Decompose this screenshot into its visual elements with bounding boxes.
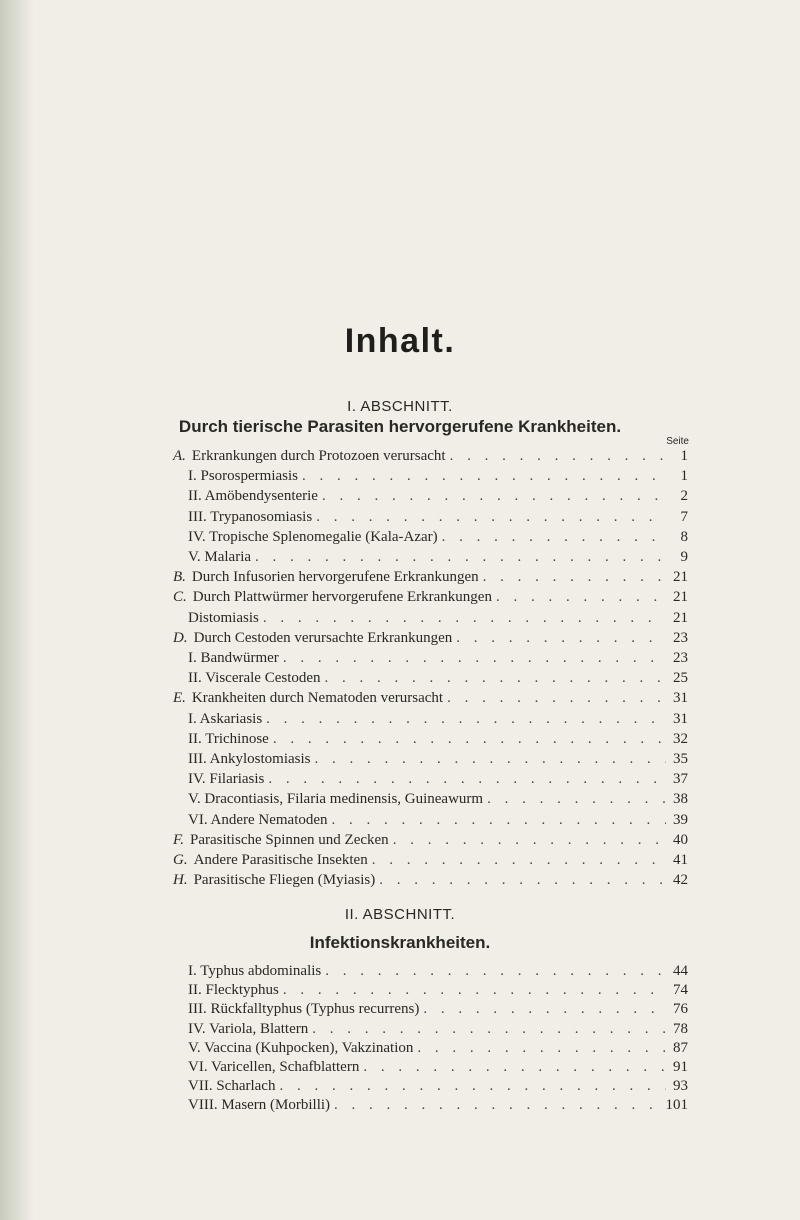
toc-entry-title: I. Typhus abdominalis	[188, 963, 322, 979]
toc-entry	[173, 829, 688, 849]
toc-entry-page: 31	[673, 690, 688, 707]
toc-leader-dots	[315, 750, 667, 768]
toc-entry-page: 41	[673, 852, 688, 868]
toc-leader-dots	[487, 790, 666, 808]
toc-entry-letter: C.	[173, 589, 187, 606]
toc-entry-page: 23	[673, 650, 688, 666]
toc-entry-page: 9	[680, 549, 688, 565]
toc-entry-page: 40	[673, 831, 688, 848]
toc-leader-dots	[322, 487, 666, 505]
toc-entry-page: 32	[673, 730, 688, 747]
toc-leader-dots	[332, 811, 666, 829]
toc-entry-title: I. Bandwürmer	[188, 650, 279, 666]
toc-entry-letter: F.	[173, 831, 184, 848]
page-edge-shadow	[0, 0, 34, 1220]
page-column-header: Seite	[666, 436, 689, 447]
toc-leader-dots	[442, 528, 666, 546]
toc-entry-title: II. Viscerale Cestoden	[188, 670, 321, 687]
toc-entry	[188, 647, 688, 667]
toc-entry-page: 87	[673, 1039, 688, 1056]
toc-entry	[188, 667, 688, 687]
toc-entry	[188, 506, 688, 526]
toc-leader-dots	[263, 609, 666, 627]
toc-entry	[173, 869, 688, 889]
toc-entry-title: VI. Varicellen, Schafblattern	[188, 1059, 360, 1075]
toc-entry-title: Durch Plattwürmer hervorgerufene Erkrankungen	[192, 589, 492, 606]
toc-leader-dots	[255, 548, 666, 566]
toc-entry	[188, 809, 688, 829]
toc-entry-page: 21	[673, 609, 688, 626]
toc-entry-title: I. Psorospermiasis	[188, 468, 298, 485]
toc-entry-title: IV. Variola, Blattern	[188, 1020, 309, 1037]
toc-entry-title: Durch Infusorien hervorgerufene Erkrankungen	[191, 569, 479, 586]
toc-leader-dots	[496, 588, 666, 606]
toc-entry	[188, 1094, 688, 1114]
toc-entry	[188, 1018, 688, 1038]
toc-leader-dots	[283, 981, 666, 999]
toc-entry-page: 23	[673, 629, 688, 646]
toc-entry-title: I. Askariasis	[188, 710, 263, 727]
toc-entry-title: II. Amöbendysenterie	[188, 488, 318, 505]
toc-entry	[188, 748, 688, 768]
toc-entry	[188, 998, 688, 1018]
toc-entry-page: 31	[673, 710, 688, 727]
toc-leader-dots	[447, 689, 666, 707]
toc-leader-dots	[316, 508, 666, 526]
toc-entry	[173, 586, 688, 606]
section2-label: II. ABSCHNITT.	[344, 906, 456, 923]
toc-leader-dots	[372, 851, 666, 869]
toc-entry	[173, 849, 688, 869]
toc-entry	[188, 979, 688, 999]
toc-entry	[188, 546, 688, 566]
toc-entry-page: 37	[673, 771, 688, 788]
toc-entry-title: III. Trypanosomiasis	[188, 508, 313, 525]
toc-entry-title: V. Dracontiasis, Filaria medinensis, Guineawurm	[188, 791, 484, 808]
toc-entry	[188, 485, 688, 505]
toc-entry-page: 44	[673, 963, 688, 979]
toc-entry-title: Distomiasis	[188, 609, 259, 626]
toc-entry-page: 39	[673, 811, 688, 828]
toc-entry-page: 74	[673, 982, 688, 999]
toc-entry-page: 35	[673, 751, 688, 767]
toc-entry-title: VIII. Masern (Morbilli)	[188, 1097, 331, 1114]
toc-entry-title: IV. Filariasis	[188, 771, 265, 788]
toc-entry-page: 76	[673, 1001, 688, 1018]
toc-entry-page: 7	[680, 508, 688, 525]
toc-entry-letter: D.	[173, 629, 188, 646]
toc-entry-title: Andere Parasitische Insekten	[193, 852, 368, 868]
toc-entry-title: III. Rückfalltyphus (Typhus recurrens)	[188, 1001, 420, 1018]
toc-entry-title: Parasitische Fliegen (Myiasis)	[193, 872, 376, 889]
toc-entry-letter: B.	[173, 569, 186, 586]
toc-entry-page: 101	[665, 1097, 688, 1114]
toc-entry-title: V. Vaccina (Kuhpocken), Vakzination	[188, 1039, 414, 1056]
toc-entry-title: IV. Tropische Splenomegalie (Kala-Azar)	[188, 528, 438, 545]
toc-leader-dots	[279, 1077, 666, 1095]
toc-leader-dots	[268, 770, 666, 788]
toc-leader-dots	[312, 1020, 666, 1038]
toc-entry	[188, 708, 688, 728]
toc-entry-title: Erkrankungen durch Protozoen verursacht	[191, 448, 446, 464]
toc-entry	[188, 465, 688, 485]
toc-entry	[173, 627, 688, 647]
toc-entry-letter: A.	[173, 448, 186, 464]
toc-entry-title: II. Trichinose	[188, 730, 269, 747]
toc-entry-page: 42	[673, 872, 688, 889]
page-title: Inhalt.	[344, 322, 456, 360]
toc-entry-page: 91	[673, 1059, 688, 1075]
toc-entry	[188, 1075, 688, 1095]
toc-leader-dots	[273, 730, 666, 748]
toc-entry-page: 1	[680, 468, 688, 485]
toc-entry	[188, 728, 688, 748]
toc-entry	[173, 566, 688, 586]
toc-entry-letter: H.	[173, 872, 188, 889]
section1-subtitle: Durch tierische Parasiten hervorgerufene Krankheiten.	[178, 417, 622, 436]
toc-entry-title: III. Ankylostomiasis	[188, 751, 311, 767]
toc-entry	[188, 768, 688, 788]
toc-entry-page: 21	[673, 569, 688, 586]
toc-leader-dots	[283, 649, 666, 667]
toc-leader-dots	[483, 568, 666, 586]
toc-entry	[188, 1056, 688, 1076]
toc-leader-dots	[417, 1039, 666, 1057]
toc-entry-page: 25	[673, 670, 688, 687]
toc-leader-dots	[325, 669, 666, 687]
toc-entry-page: 78	[673, 1020, 688, 1037]
toc-entry	[188, 526, 688, 546]
toc-entry	[188, 607, 688, 627]
toc-entry	[173, 445, 688, 465]
toc-entry-page: 2	[680, 488, 688, 505]
toc-entry-title: VII. Scharlach	[188, 1078, 276, 1095]
toc-entry-title: II. Flecktyphus	[188, 982, 279, 999]
toc-leader-dots	[450, 447, 666, 465]
toc-entry	[188, 1037, 688, 1057]
toc-entry-page: 38	[673, 791, 688, 808]
toc-leader-dots	[325, 962, 666, 980]
toc-entry	[173, 687, 688, 707]
toc-leader-dots	[379, 871, 666, 889]
toc-leader-dots	[423, 1000, 666, 1018]
toc-entry-title: V. Malaria	[188, 549, 252, 565]
toc-entry-letter: G.	[173, 852, 188, 868]
section2-subtitle: Infektionskrankheiten.	[309, 933, 491, 952]
section1-label: I. ABSCHNITT.	[347, 398, 453, 415]
toc-leader-dots	[266, 710, 666, 728]
toc-leader-dots	[363, 1058, 666, 1076]
toc-leader-dots	[302, 467, 666, 485]
toc-entry-page: 21	[673, 589, 688, 606]
toc-entry-page: 1	[680, 448, 688, 464]
toc-entry-letter: E.	[173, 690, 186, 707]
toc-entry-title: Parasitische Spinnen und Zecken	[189, 831, 389, 848]
toc-leader-dots	[456, 629, 666, 647]
toc-entry	[188, 960, 688, 980]
toc-leader-dots	[393, 831, 666, 849]
toc-entry-title: VI. Andere Nematoden	[188, 811, 328, 828]
toc-entry-title: Krankheiten durch Nematoden verursacht	[191, 690, 444, 707]
toc-leader-dots	[334, 1096, 661, 1114]
toc-entry-page: 8	[680, 528, 688, 545]
toc-entry-title: Durch Cestoden verursachte Erkrankungen	[193, 629, 453, 646]
toc-entry-page: 93	[673, 1078, 688, 1095]
toc-entry	[188, 788, 688, 808]
